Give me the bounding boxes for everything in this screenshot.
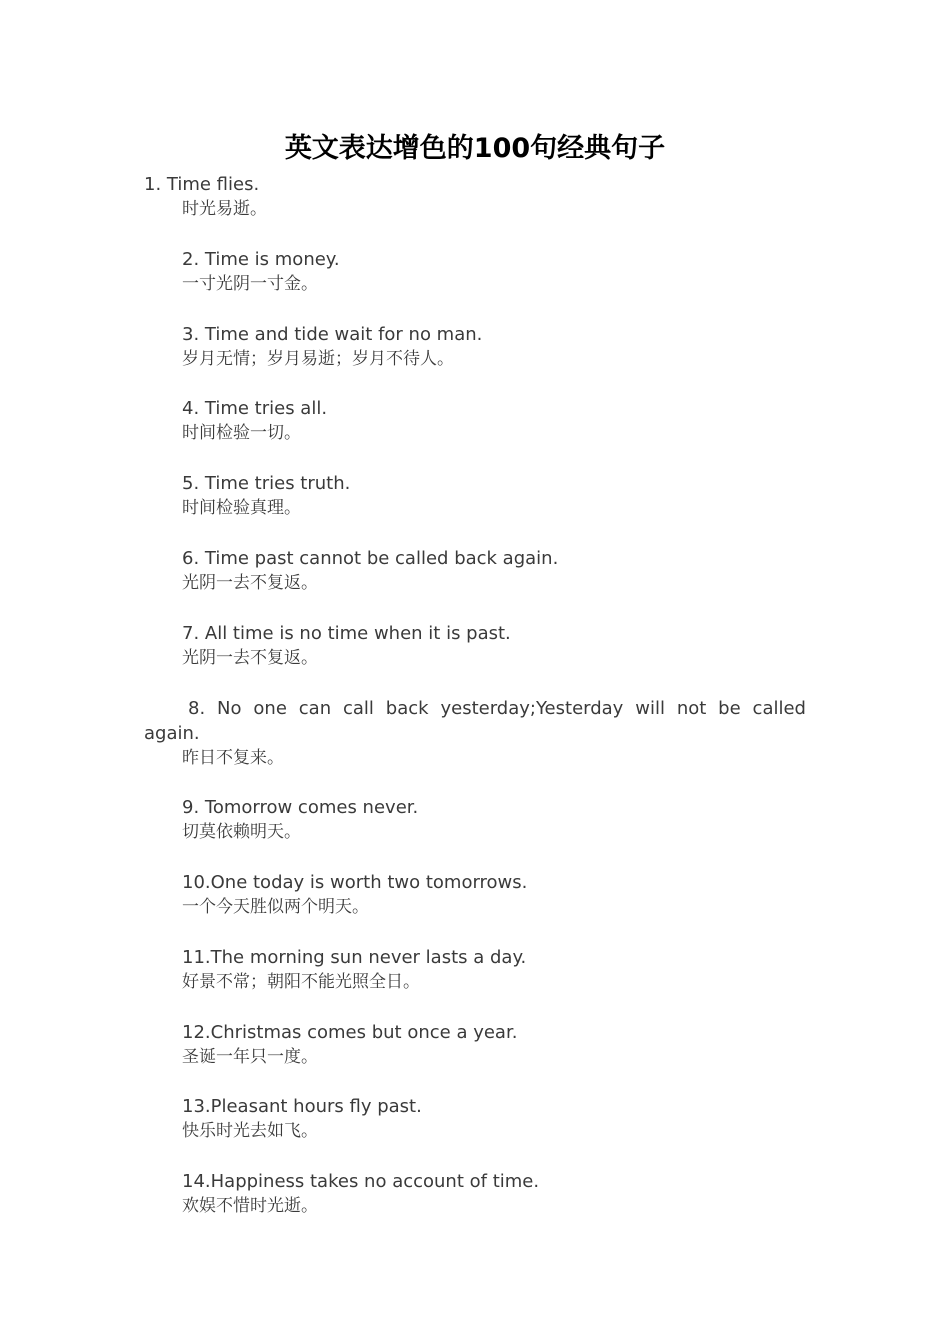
chinese-translation: 一个今天胜似两个明天。 <box>182 896 369 917</box>
chinese-translation: 时光易逝。 <box>182 199 267 219</box>
list-item <box>144 247 806 322</box>
list-item <box>144 696 806 796</box>
list-item <box>144 795 806 870</box>
list-item <box>144 870 806 945</box>
english-sentence: 6. Time past cannot be called back again. <box>182 547 559 569</box>
english-sentence: 3. Time and tide wait for no man. <box>182 323 483 345</box>
chinese-translation: 切莫依赖明天。 <box>182 822 301 843</box>
chinese-translation: 圣诞一年只一度。 <box>182 1046 318 1067</box>
english-sentence: 10.One today is worth two tomorrows. <box>182 871 528 893</box>
chinese-translation: 快乐时光去如飞。 <box>182 1121 318 1142</box>
english-sentence: 9. Tomorrow comes never. <box>182 797 419 819</box>
list-item <box>144 322 806 397</box>
list-item <box>144 945 806 1020</box>
list-item <box>144 471 806 546</box>
list-item <box>144 1169 806 1244</box>
list-item <box>144 621 806 696</box>
sentence-list <box>144 172 806 1244</box>
document-title: 英文表达增色的100句经典句子 <box>284 133 666 164</box>
chinese-translation: 光阴一去不复返。 <box>182 647 318 668</box>
list-item <box>144 1020 806 1095</box>
chinese-translation: 时间检验一切。 <box>182 423 301 444</box>
english-sentence: 11.The morning sun never lasts a day. <box>182 946 527 968</box>
english-sentence: 8. No one can call back yesterday;Yesterday will not be called again. <box>144 697 806 744</box>
chinese-translation: 欢娱不惜时光逝。 <box>182 1196 318 1217</box>
chinese-translation: 昨日不复来。 <box>182 747 284 768</box>
english-sentence: 14.Happiness takes no account of time. <box>182 1171 540 1193</box>
english-sentence: 4. Time tries all. <box>182 398 328 420</box>
list-item <box>144 546 806 621</box>
chinese-translation: 一寸光阴一寸金。 <box>182 273 318 294</box>
chinese-translation: 光阴一去不复返。 <box>182 572 318 593</box>
list-item <box>144 396 806 471</box>
english-sentence: 5. Time tries truth. <box>182 473 351 495</box>
english-sentence: 1. Time flies. <box>144 174 260 195</box>
english-sentence: 13.Pleasant hours fly past. <box>182 1096 422 1118</box>
english-sentence: 2. Time is money. <box>182 248 340 270</box>
chinese-translation: 时间检验真理。 <box>182 498 301 519</box>
list-item <box>144 172 806 247</box>
english-sentence: 7. All time is no time when it is past. <box>182 622 511 644</box>
chinese-translation: 好景不常；朝阳不能光照全日。 <box>182 971 420 992</box>
list-item <box>144 1094 806 1169</box>
english-sentence: 12.Christmas comes but once a year. <box>182 1021 518 1043</box>
chinese-translation: 岁月无情；岁月易逝；岁月不待人。 <box>182 348 454 369</box>
